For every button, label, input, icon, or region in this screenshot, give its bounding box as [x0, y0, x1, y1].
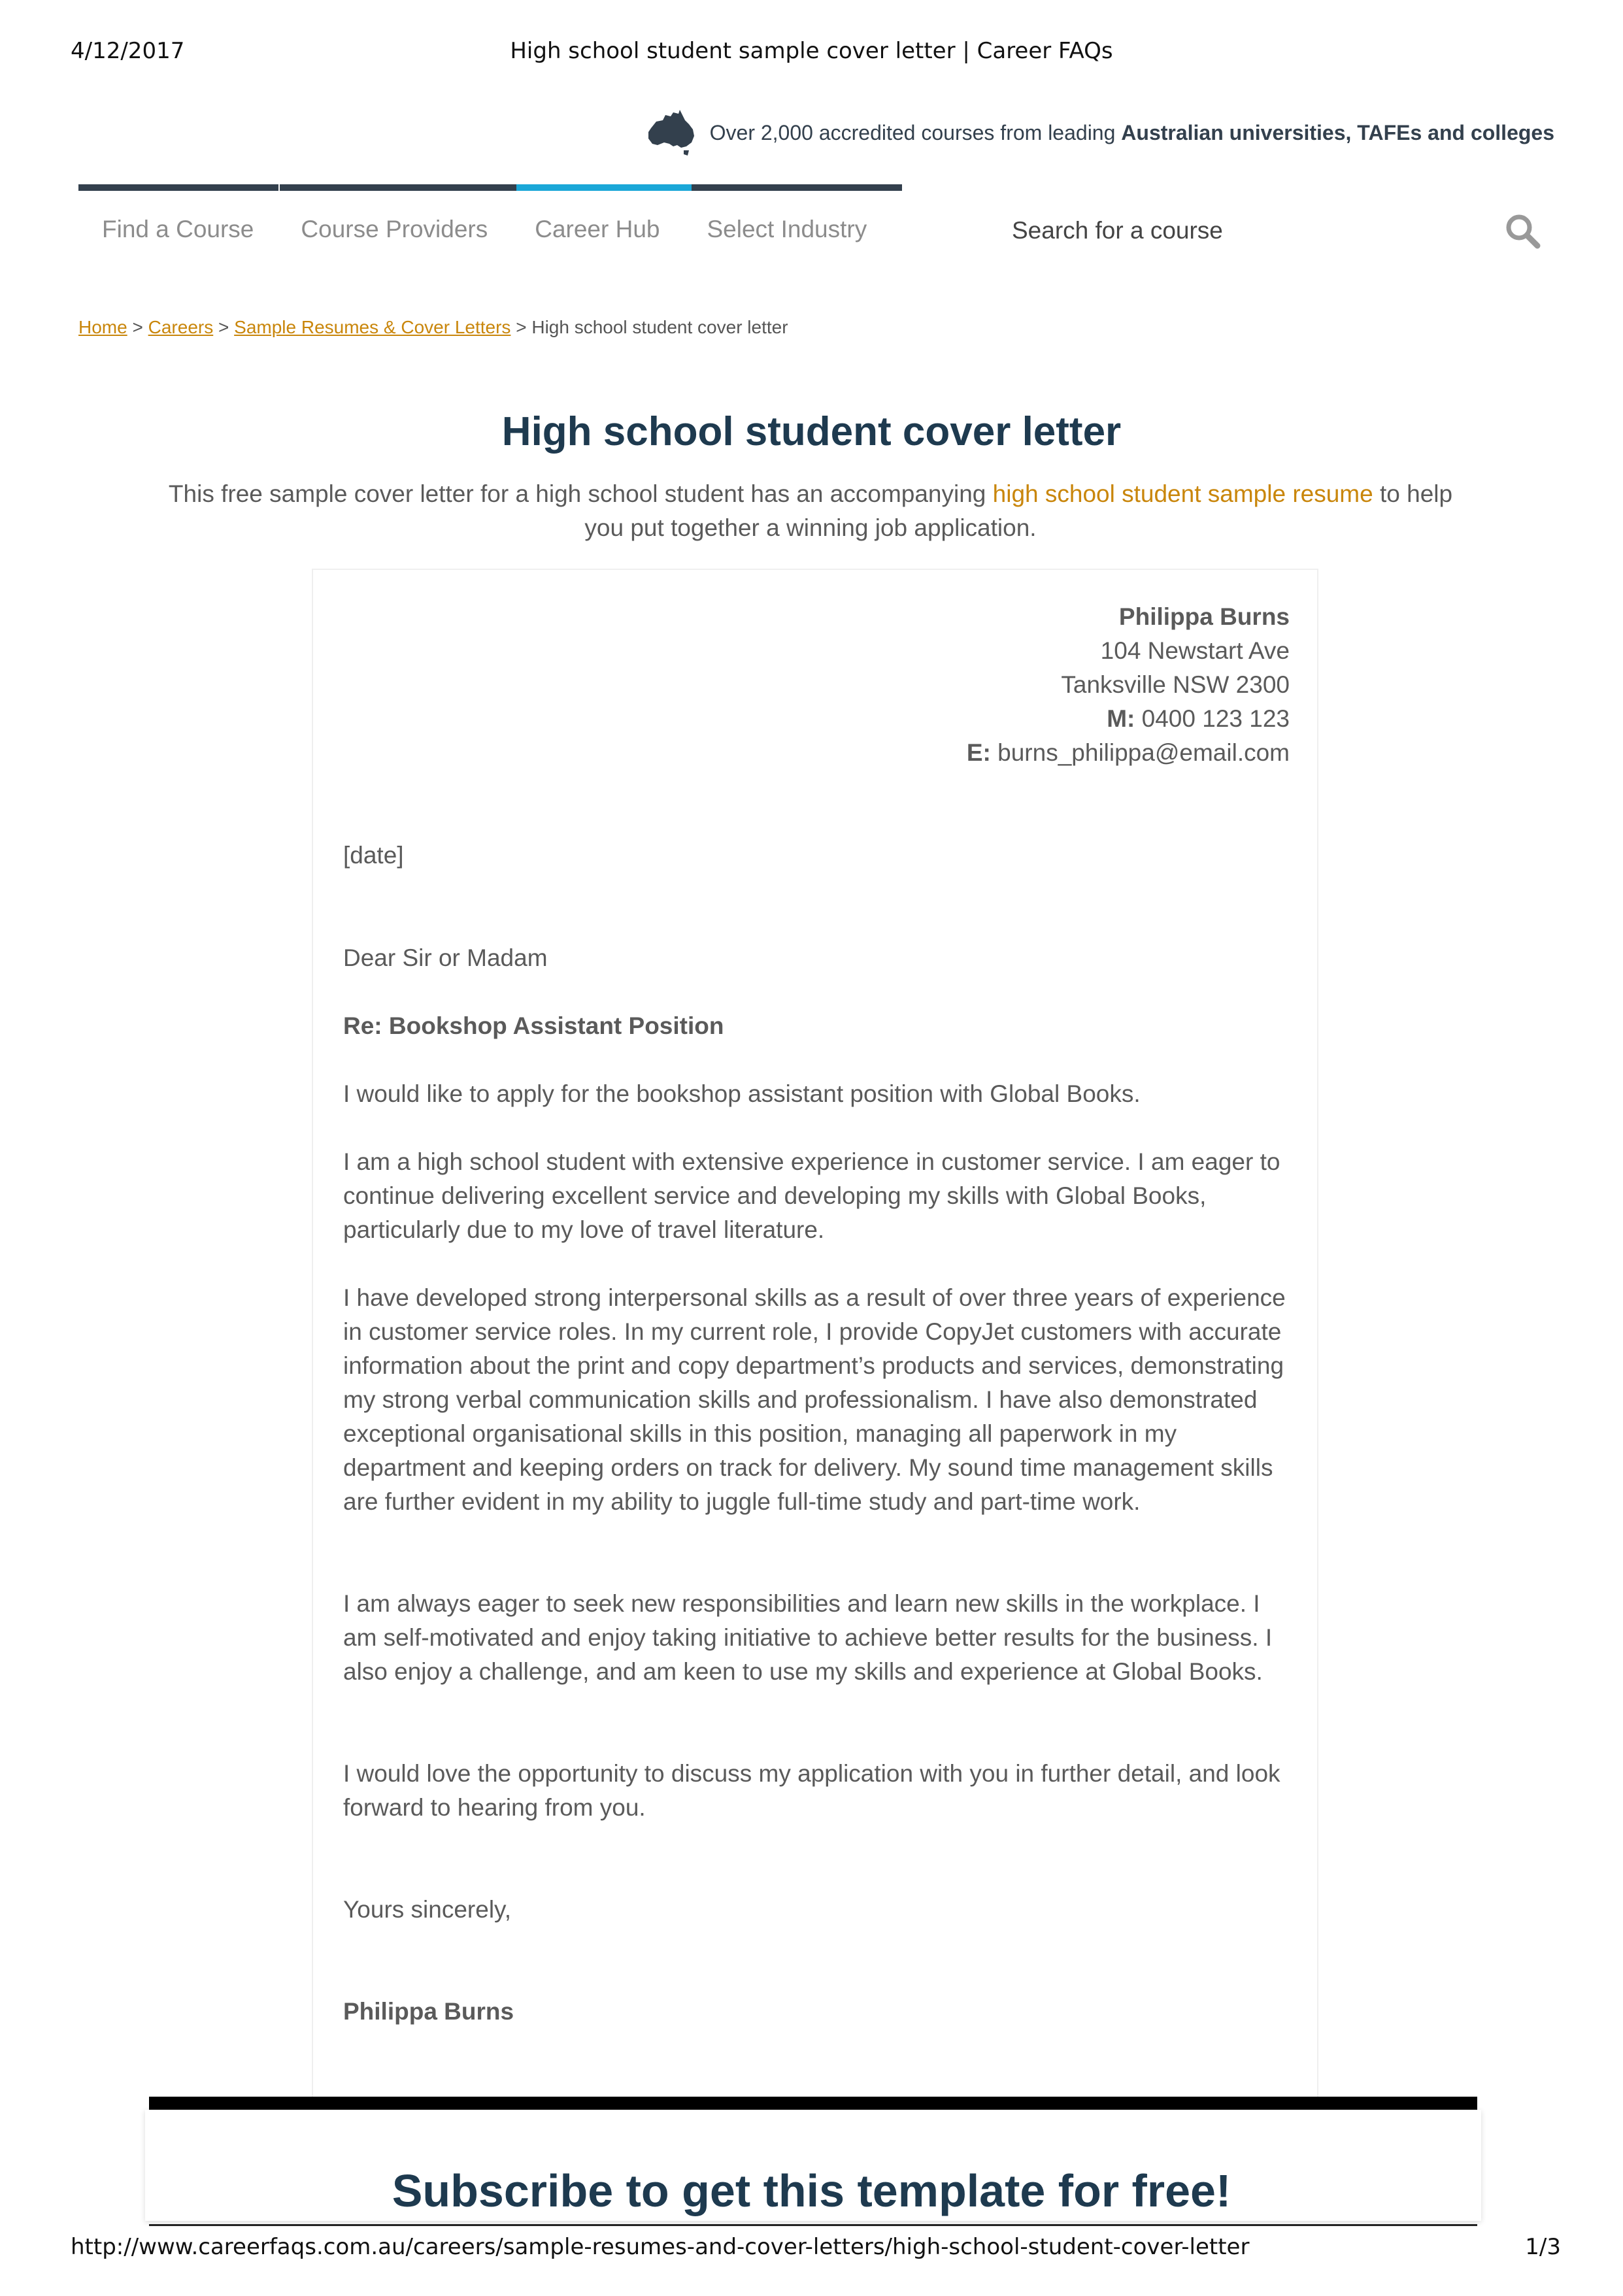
sender-email-row [967, 736, 1290, 770]
search-button[interactable] [1503, 212, 1543, 251]
australia-map-icon [644, 108, 698, 157]
nav-career-hub[interactable]: Career Hub [535, 216, 660, 242]
letter-paragraph: I have developed strong interpersonal skills as a result of over three years of experience in customer service roles. In my current role, I provide CopyJet customers with accurate information about the print and copy department’s products and services, demonstrating my strong verbal communication skills and professionalism. I have also demonstrated exceptional organisational skills in this position, managing all paperwork in my department and keeping orders on track for delivery. My sound time management skills are further evident in my ability to juggle full-time study and part-time work. [343, 1284, 1286, 1515]
search-icon [1503, 212, 1543, 251]
print-url: http://www.careerfaqs.com.au/careers/sample-resumes-and-cover-letters/high-school-student-cover-letter [71, 2234, 1250, 2260]
letter-salutation: Dear Sir or Madam [343, 944, 548, 971]
letter-signature: Philippa Burns [343, 1998, 514, 2025]
nav-indicator-course-providers [280, 184, 516, 191]
letter-paragraph: I am a high school student with extensive experience in customer service. I am eager to continue delivering excellent service and developing my skills with Global Books, particularly due to my love of travel literature. [343, 1148, 1280, 1243]
sender-address-line2: Tanksville NSW 2300 [1061, 671, 1290, 698]
letter-subject: Re: Bookshop Assistant Position [343, 1012, 724, 1039]
nav-indicator-career-hub [516, 184, 692, 191]
breadcrumb-separator: > [132, 317, 143, 337]
sample-resume-link[interactable]: high school student sample resume [992, 480, 1373, 507]
breadcrumb-sample-resumes[interactable]: Sample Resumes & Cover Letters [234, 317, 511, 337]
main-nav [78, 216, 890, 243]
nav-indicator-bar [78, 184, 902, 191]
promo-banner [644, 110, 1554, 156]
subscribe-title: Subscribe to get this template for free! [392, 2165, 1231, 2216]
breadcrumb-separator: > [218, 317, 229, 337]
letter-paragraph: I would like to apply for the bookshop assistant position with Global Books. [343, 1080, 1141, 1107]
breadcrumb-home[interactable]: Home [78, 317, 127, 337]
email-label: E: [966, 739, 991, 766]
promo-bold-text: Australian universities, TAFEs and colleges [1121, 120, 1554, 144]
letter-date: [date] [343, 842, 404, 869]
promo-text: Over 2,000 accredited courses from leading Australian universities, TAFEs and colleges [709, 120, 1554, 144]
nav-course-providers[interactable]: Course Providers [301, 216, 488, 242]
sender-email: burns_philippa@email.com [997, 739, 1290, 766]
sender-name: Philippa Burns [1118, 603, 1290, 630]
page-title: High school student cover letter [501, 409, 1122, 454]
sender-address-line1: 104 Newstart Ave [1100, 637, 1290, 664]
nav-indicator-select-industry [692, 184, 902, 191]
print-page-title: High school student sample cover letter | Career FAQs [510, 38, 1113, 64]
letter-closing: Yours sincerely, [343, 1896, 512, 1923]
sender-mobile: 0400 123 123 [1141, 705, 1290, 732]
nav-select-industry[interactable]: Select Industry [707, 216, 867, 242]
letter-paragraph: I would love the opportunity to discuss my application with you in further detail, and look forward to hearing from you. [343, 1760, 1280, 1821]
print-date: 4/12/2017 [71, 38, 185, 64]
sender-block [967, 600, 1290, 770]
subscribe-divider [149, 2224, 1477, 2226]
breadcrumb [78, 317, 788, 338]
breadcrumb-separator: > [516, 317, 527, 337]
print-page-number: 1/3 [1525, 2234, 1561, 2260]
sender-mobile-row [967, 702, 1290, 736]
nav-find-a-course[interactable]: Find a Course [102, 216, 254, 242]
search-input[interactable] [1012, 214, 1469, 247]
intro-text: This free sample cover letter for a high school student has an accompanying high school student sample resume to help you put together a winning job application. [168, 480, 1453, 541]
subscribe-top-bar [149, 2097, 1477, 2110]
breadcrumb-careers[interactable]: Careers [148, 317, 214, 337]
nav-indicator-find-a-course [78, 184, 278, 191]
breadcrumb-current: High school student cover letter [531, 317, 788, 337]
mobile-label: M: [1107, 705, 1135, 732]
letter-paragraph: I am always eager to seek new responsibilities and learn new skills in the workplace. I am self-motivated and enjoy taking initiative to achieve better results for the business. I also enjoy a challenge, and am keen to use my skills and experience at Global Books. [343, 1590, 1273, 1685]
